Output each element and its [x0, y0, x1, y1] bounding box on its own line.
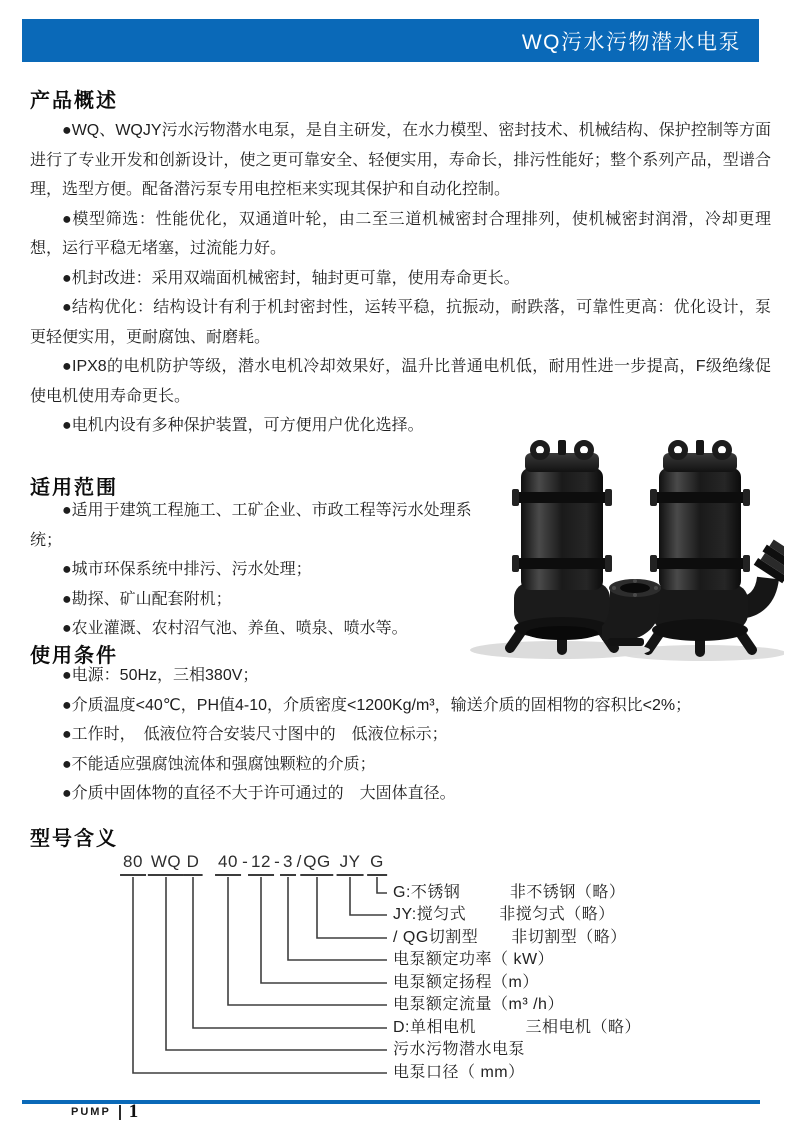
header-bar — [22, 19, 759, 62]
conditions-item: ●工作时， 低液位符合安装尺寸图中的 低液位标示； — [62, 726, 448, 743]
model-label-head: 电泵额定扬程（m） — [393, 974, 539, 991]
pump-product-photo — [462, 438, 784, 668]
overview-paragraph: ●机封改进：采用双端面机械密封，轴封更可靠，使用寿命更长。 — [62, 269, 520, 287]
section-heading-scope: 适用范围 — [30, 477, 118, 499]
conditions-list — [30, 661, 771, 809]
conditions-item: ●介质温度<40℃，PH值4-10，介质密度<1200Kg/m³，输送介质的固相物的容积比<2%； — [62, 696, 692, 714]
model-label-power: 电泵额定功率（ kW） — [393, 951, 555, 968]
scope-item: ●勘探、矿山配套附机； — [62, 590, 232, 608]
model-label-mixer: JY:搅匀式 非搅匀式（略） — [393, 906, 615, 923]
scope-list — [30, 496, 490, 644]
model-code-dash: - — [242, 852, 248, 871]
model-code-part-diameter: 80 — [120, 852, 146, 876]
overview-paragraph: ●结构优化：结构设计有利于机封密封性，运转平稳，抗振动，耐跌落，可靠性更高：优化设计，泵更轻便实用，更耐腐蚀、耐磨耗。 — [30, 299, 771, 346]
model-code-part-head: 12 — [248, 852, 274, 876]
section-heading-conditions: 使用条件 — [30, 645, 118, 667]
overview-paragraph: ●电机内设有多种保护装置，可方便用户优化选择。 — [62, 417, 424, 434]
model-label-cutter: / QG切割型 非切割型（略） — [393, 929, 627, 946]
model-code-part-steel: G — [367, 852, 387, 876]
page-number: 1 — [128, 1101, 139, 1122]
model-label-flow: 电泵额定流量（m³ /h） — [393, 996, 564, 1013]
footer-divider — [119, 1105, 121, 1120]
page-header-title: WQ污水污物潜水电泵 — [521, 30, 741, 54]
conditions-item: ●电源：50Hz，三相380V； — [62, 667, 259, 684]
scope-item: ●城市环保系统中排污、污水处理； — [62, 561, 312, 578]
model-code-part-series: WQ — [148, 852, 184, 876]
overview-paragraph: ●IPX8的电机防护等级，潜水电机冷却效果好，温升比普通电机低，耐用性进一步提高，F级绝缘促使电机使用寿命更长。 — [30, 358, 771, 405]
model-label-steel: G:不锈钢 非不锈钢（略） — [393, 884, 626, 901]
model-code-part-motor: D — [184, 852, 203, 876]
model-label-series: 污水污物潜水电泵 — [393, 1041, 526, 1058]
overview-paragraph: ●WQ、WQJY污水污物潜水电泵，是自主研发，在水力模型、密封技术、机械结构、保护控制等方面进行了专业开发和创新设计，使之更可靠安全、轻便实用，寿命长，排污性能好；整个系列产品，型谱合理，选型方便。配备潜污泵专用电控柜来实现其保护和自动化控制。 — [30, 122, 771, 198]
model-code-part-power: 3 — [280, 852, 296, 876]
conditions-item: ●介质中固体物的直径不大于许可通过的 大固体直径。 — [62, 785, 456, 802]
footer-brand: PUMP — [71, 1106, 111, 1118]
scope-item: ●农业灌溉、农村沼气池、养鱼、喷泉、喷水等。 — [62, 620, 408, 637]
overview-paragraph: ●模型筛选：性能优化，双通道叶轮，由二至三道机械密封合理排列，使机械密封润滑，冷却更理想，运行平稳无堵塞，过流能力好。 — [30, 210, 771, 257]
model-code-part-mixer: JY — [337, 852, 364, 876]
section-heading-model: 型号含义 — [30, 828, 118, 850]
model-label-motor: D:单相电机 三相电机（略） — [393, 1019, 642, 1036]
scope-item: ●适用于建筑工程施工、工矿企业、市政工程等污水处理系统； — [30, 502, 472, 549]
model-code-part-cutter: QG — [300, 852, 333, 876]
model-code-part-flow: 40 — [215, 852, 241, 876]
model-code-dash: - — [274, 852, 280, 871]
footer — [71, 1103, 138, 1121]
model-code-slash: / — [296, 852, 302, 871]
model-label-diameter: 电泵口径（ mm） — [393, 1064, 525, 1081]
overview-paragraphs — [30, 116, 771, 441]
conditions-item: ●不能适应强腐蚀流体和强腐蚀颗粒的介质； — [62, 755, 376, 773]
section-heading-overview: 产品概述 — [30, 90, 118, 112]
